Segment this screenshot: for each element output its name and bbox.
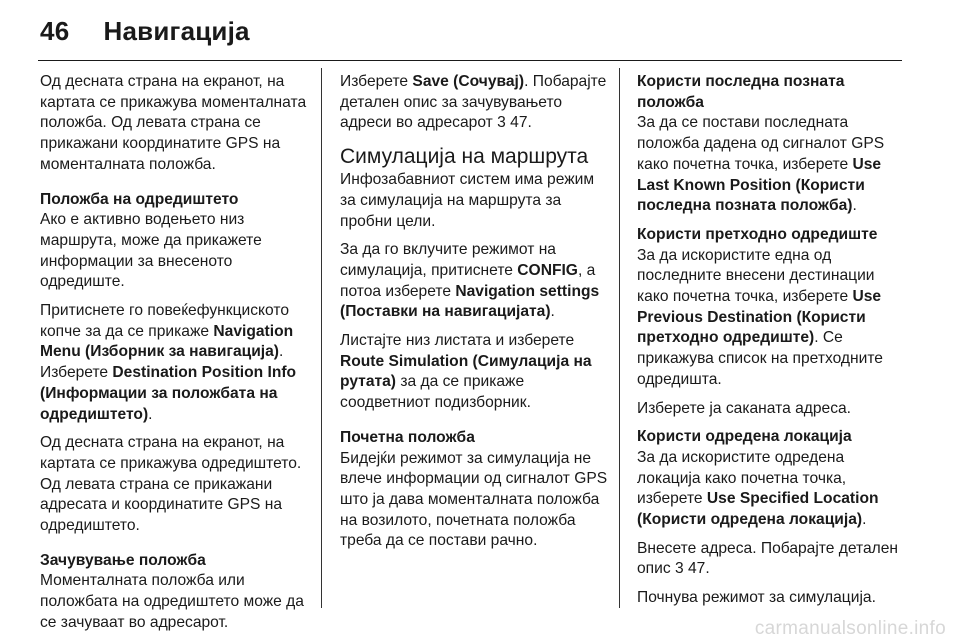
paragraph-destination-display: Од десната страна на екранот, на картата се прикажува одредиштето. Од левата страна се прикажани адресата и координатите GPS на одредиштето. bbox=[40, 434, 302, 535]
paragraph-simulation-intro: Инфозабавниот систем има режим за симулација на маршрута за пробни цели. bbox=[340, 171, 595, 230]
text-segment: . Изберете bbox=[40, 343, 284, 382]
menu-term-destination-position-info: Destination Position Info (Информации за положбата на одредиштето) bbox=[40, 364, 297, 423]
text-segment: . bbox=[550, 303, 555, 321]
menu-term-use-previous-destination: Use Previous Destination (Користи претходно одредиште) bbox=[637, 288, 882, 347]
subheading-previous-destination: Користи претходно одредиште bbox=[637, 225, 878, 243]
text-segment: . Побарајте детален опис за зачувувањето адреси во адресарот bbox=[340, 73, 607, 132]
text-segment: Листајте низ листата и изберете bbox=[340, 332, 575, 350]
paragraph-route-simulation-menu bbox=[340, 331, 608, 414]
menu-term-navigation-menu: Navigation Menu (Изборник за навигација) bbox=[40, 322, 294, 361]
text-segment: За да искористите една од последните внесени дестинации како почетна точка, изберете bbox=[637, 246, 875, 306]
menu-term-navigation-settings: Navigation settings (Поставки на навигацијата) bbox=[340, 282, 600, 321]
paragraph-save-select bbox=[340, 72, 608, 134]
paragraph-previous-destination bbox=[637, 246, 905, 391]
column-3 bbox=[637, 72, 905, 617]
text-segment: За да искористите одредена локација како почетна точка, изберете bbox=[637, 448, 847, 508]
subheading-destination-position: Положба на одредиштето bbox=[40, 190, 239, 208]
text-segment: за да се прикаже соодветниот подизборник. bbox=[340, 373, 531, 412]
paragraph-start-position: Бидејќи режимот за симулација не влече информации од сигналот GPS што ја дава моменталната положба на возилото, почетната положба треба да се постави рачно. bbox=[340, 449, 608, 550]
text-segment: Изберете bbox=[340, 73, 413, 90]
paragraph-simulation-starts: Почнува режимот за симулација. bbox=[637, 589, 876, 607]
paragraph-save-position: Моменталната положба или положбата на одредиштето може да се зачуваат во адресарот. bbox=[40, 572, 304, 631]
column-divider-1 bbox=[321, 68, 322, 608]
subheading-save-position: Зачувување положба bbox=[40, 551, 206, 569]
menu-term-use-specified-location: Use Specified Location (Користи одредена локација) bbox=[637, 490, 879, 529]
menu-term-save: Save (Сочувај) bbox=[412, 73, 525, 90]
text-segment: , а потоа изберете bbox=[340, 261, 596, 300]
text-segment: За да го вклучите режимот на симулација, притиснете bbox=[340, 241, 556, 279]
menu-term-use-last-known-position: Use Last Known Position (Користи последна позната положба) bbox=[637, 155, 882, 215]
header-divider bbox=[38, 60, 902, 61]
column-2 bbox=[340, 72, 608, 560]
subheading-start-position: Почетна положба bbox=[340, 428, 475, 446]
paragraph-simulation-enable bbox=[340, 240, 608, 323]
paragraph-last-known-position bbox=[637, 113, 905, 217]
text-segment: . bbox=[148, 405, 153, 423]
menu-term-route-simulation: Route Simulation (Симулација на рутата) bbox=[340, 352, 592, 391]
text-segment: . bbox=[862, 511, 867, 529]
watermark-brand: carmanualsonline.info bbox=[754, 618, 946, 639]
subheading-last-known-position: Користи последна позната положба bbox=[637, 73, 845, 111]
paragraph-select-address: Изберете ја саканата адреса. bbox=[637, 399, 852, 417]
text-segment: . bbox=[705, 560, 710, 578]
page-header bbox=[40, 16, 250, 50]
text-segment: За да се постави последната положба дадена од сигналот GPS како почетна точка, изберете bbox=[637, 114, 885, 173]
text-segment: Притиснете го повеќефункциското копче за да се прикаже bbox=[40, 302, 290, 340]
text-segment: Внесете адреса. Побарајте детален опис bbox=[637, 539, 899, 578]
page-reference: 3 47 bbox=[674, 560, 706, 578]
paragraph-destination-info: Ако е активно водењето низ маршрута, може да прикажете информации за внесеното одредиште. bbox=[40, 211, 262, 291]
text-segment: . bbox=[852, 197, 857, 215]
page-number: 46 bbox=[40, 16, 70, 46]
paragraph-destination-steps bbox=[40, 301, 308, 425]
chapter-title: Навигација bbox=[103, 16, 250, 46]
text-segment: . Се прикажува список на претходните одредишта. bbox=[637, 329, 883, 388]
paragraph-specified-location bbox=[637, 448, 905, 531]
button-term-config: CONFIG bbox=[517, 261, 578, 279]
subheading-specified-location: Користи одредена локација bbox=[637, 428, 852, 446]
column-divider-2 bbox=[619, 68, 620, 608]
text-segment: . bbox=[527, 114, 532, 132]
page-reference: 3 47 bbox=[497, 114, 528, 132]
section-heading-route-simulation: Симулација на маршрута bbox=[340, 145, 589, 169]
column-1 bbox=[40, 72, 308, 642]
paragraph-enter-address bbox=[637, 539, 905, 580]
paragraph-current-position: Од десната страна на екранот, на картата се прикажува моменталната положба. Од левата страна се прикажани координатите GPS на моменталната положба. bbox=[40, 73, 307, 173]
